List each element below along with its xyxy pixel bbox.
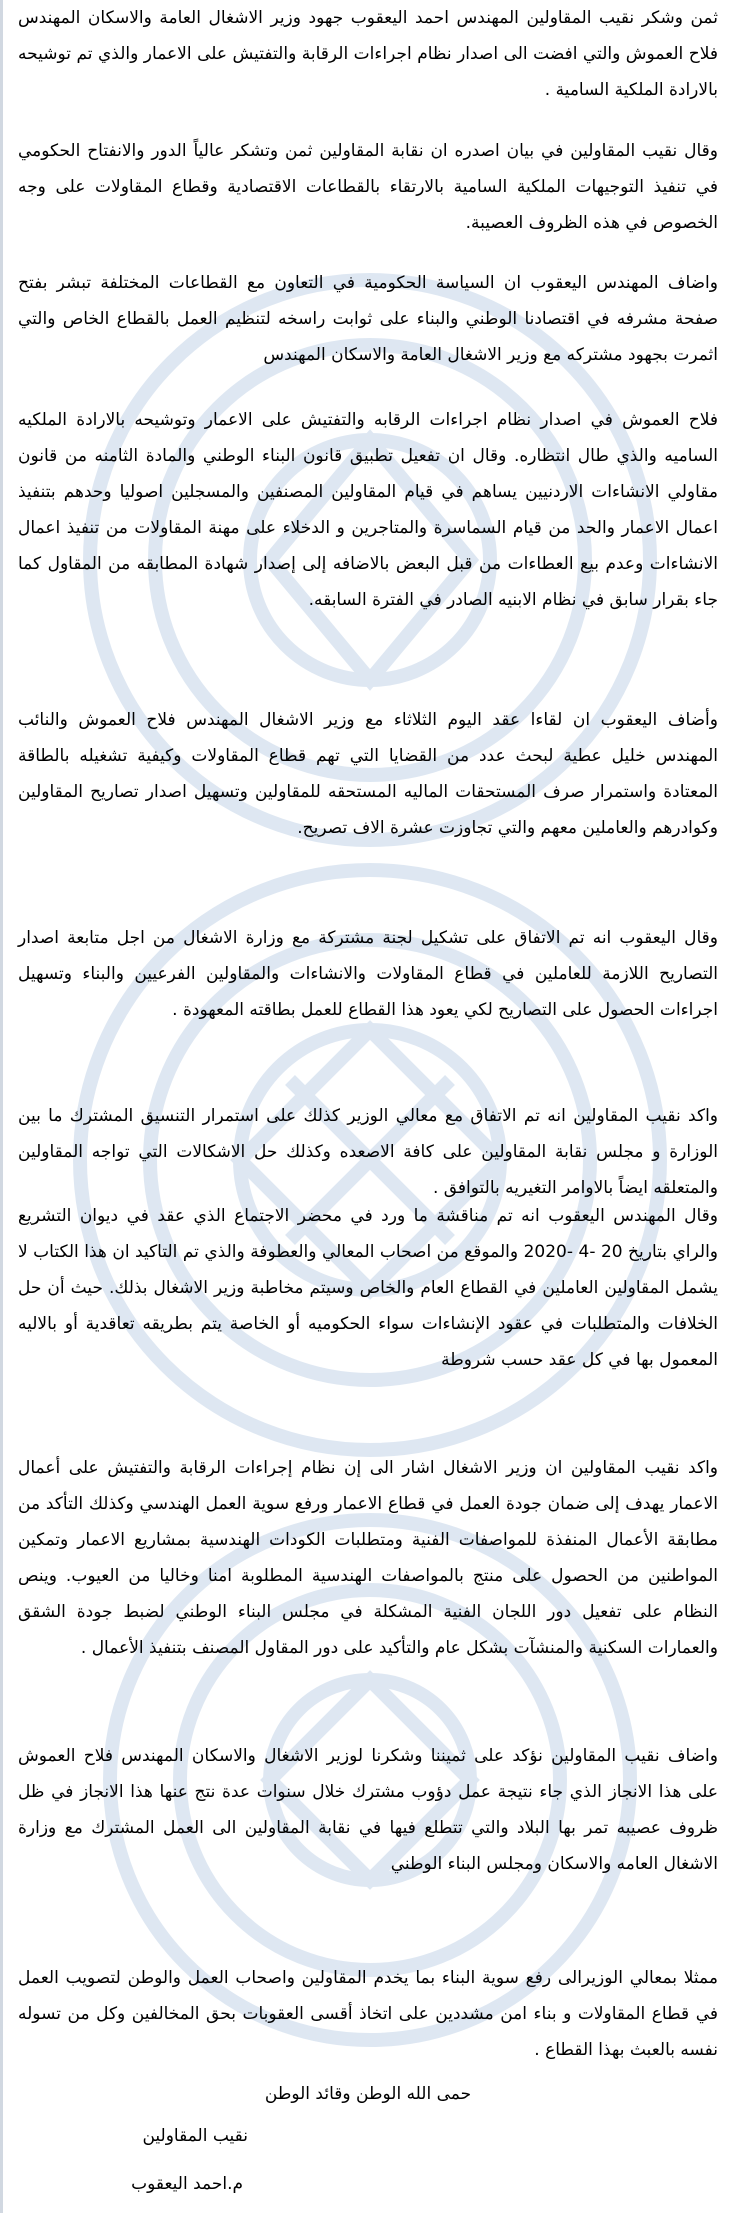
signature-name: م.احمد اليعقوب (131, 2174, 243, 2194)
paragraph-2: وقال نقيب المقاولين في بيان اصدره ان نقابة المقاولين ثمن وتشكر عالياً الدور والانفتاح الحكومي في تنفيذ التوجيهات الملكية السامية بالارتقاء بالقطاعات الاقتصادية وقطاع المقاولات على وجه الخصوص في هذه الظروف العصيبة. (18, 141, 718, 233)
paragraph-9: واكد نقيب المقاولين ان وزير الاشغال اشار الى إن نظام إجراءات الرقابة والتفتيش على أعمال الاعمار يهدف إلى ضمان جودة العمل في قطاع الاعمار ورفع سوية العمل الهندسي وكذلك التأكد من مطابقة الأعمال المنفذة للمواصفات الفنية ومتطلبات الكودات الهندسية بمشاريع الاعمار وتمكين المواطنين من الحصول على منتج بالمواصفات الهندسية المطلوبة امنا وخاليا من العيوب. وينص النظام على تفعيل دور اللجان الفنية المشكلة في مجلس البناء الوطني لضبط جودة الشقق والعمارات السكنية والمنشآت بشكل عام والتأكيد على دور المقاول المصنف بتنفيذ الأعمال . (18, 1458, 718, 1658)
signature-title: نقيب المقاولين (142, 2126, 248, 2146)
paragraph-5: وأضاف اليعقوب ان لقاءا عقد اليوم الثلاثاء مع وزير الاشغال المهندس فلاح العموش والنائب المهندس خليل عطية لبحث عدد من القضايا التي تهم قطاع المقاولات وكيفية تشغيله بالطاقة المعتادة واستمرار صرف المستحقات الماليه المستحقه للمقاولين وتسهيل اصدار تصاريح المقاولين وكوادرهم والعاملين معهم والتي تجاوزت عشرة الاف تصريح. (18, 710, 718, 838)
paragraph-4: فلاح العموش في اصدار نظام اجراءات الرقابه والتفتيش على الاعمار وتوشيحه بالارادة الملكيه الساميه والذي طال انتظاره. وقال ان تفعيل تطبيق قانون البناء الوطني والمادة الثامنه من قانون مقاولي الانشاءات الاردنيين يساهم في قيام المقاولين المصنفين والمسجلين اصوليا وحدهم بتنفيذ اعمال الاعمار والحد من قيام السماسرة والمتاجرين و الدخلاء على مهنة المقاولات من تنفيذ اعمال الانشاءات وعدم بيع العطاءات من قبل البعض بالاضافه إلى إصدار شهادة المطابقه من المقاول كما جاء بقرار سابق في نظام الابنيه الصادر في الفترة السابقه. (18, 410, 718, 610)
page-edge-line (0, 0, 3, 2213)
paragraph-8: وقال المهندس اليعقوب انه تم مناقشة ما ورد في محضر الاجتماع الذي عقد في ديوان التشريع والراي بتاريخ 20 -4 -2020 والموقع من اصحاب المعالي والعطوفة والذي تم التاكيد ان هذا الكتاب لا يشمل المقاولين العاملين في القطاع العام والخاص وسيتم مخاطبة وزير الاشغال بذلك. حيث أن حل الخلافات والمتطلبات في عقود الإنشاءات سواء الحكوميه أو الخاصة يتم بطريقه تعاقدية أو بالاليه المعمول بها في كل عقد حسب شروطة (18, 1206, 719, 1370)
closing-line: حمى الله الوطن وقائد الوطن (264, 2084, 472, 2104)
paragraph-11: ممثلا بمعالي الوزيرالى رفع سوية البناء بما يخدم المقاولين واصحاب العمل والوطن لتصويب العمل في قطاع المقاولات و بناء امن مشددين على اتخاذ أقسى العقوبات بحق المخالفين وكل من تسوله نفسه بالعبث بهذا القطاع . (18, 1968, 718, 2060)
paragraph-1: ثمن وشكر نقيب المقاولين المهندس احمد اليعقوب جهود وزير الاشغال العامة والاسكان المهندس فلاح العموش والتي افضت الى اصدار نظام اجراءات الرقابة والتفتيش على الاعمار والذي تم توشيحه بالارادة الملكية السامية . (18, 8, 718, 100)
paragraph-7: واكد نقيب المقاولين انه تم الاتفاق مع معالي الوزير كذلك على استمرار التنسيق المشترك ما بين الوزارة و مجلس نقابة المقاولين على كافة الاصعده وكذلك حل الاشكالات التي تواجه المقاولين والمتعلقه ايضاً بالاوامر التغيريه بالتوافق . (18, 1106, 718, 1198)
paragraph-3: واضاف المهندس اليعقوب ان السياسة الحكومية في التعاون مع القطاعات المختلفة تبشر بفتح صفحة مشرفه في اقتصادنا الوطني والبناء على ثوابت راسخه لتنظيم العمل بالقطاع الخاص والتي اثمرت بجهود مشتركه مع وزير الاشغال العامة والاسكان المهندس (18, 273, 718, 365)
paragraph-10: واضاف نقيب المقاولين نؤكد على ثميننا وشكرنا لوزير الاشغال والاسكان المهندس فلاح العموش على هذا الانجاز الذي جاء نتيجة عمل دؤوب مشترك خلال سنوات عدة نتج عنها هذا الانجاز في ظل ظروف عصيبه تمر بها البلاد والتي تتطلع فيها في نقابة المقاولين الى العمل المشترك مع وزارة الاشغال العامه والاسكان ومجلس البناء الوطني (18, 1746, 718, 1874)
paragraph-6: وقال اليعقوب انه تم الاتفاق على تشكيل لجنة مشتركة مع وزارة الاشغال من اجل متابعة اصدار التصاريح اللازمة للعاملين في قطاع المقاولات والانشاءات والمقاولين الفرعيين والبناء وتسهيل اجراءات الحصول على التصاريح لكي يعود هذا القطاع للعمل بطاقته المعهودة . (18, 928, 718, 1020)
